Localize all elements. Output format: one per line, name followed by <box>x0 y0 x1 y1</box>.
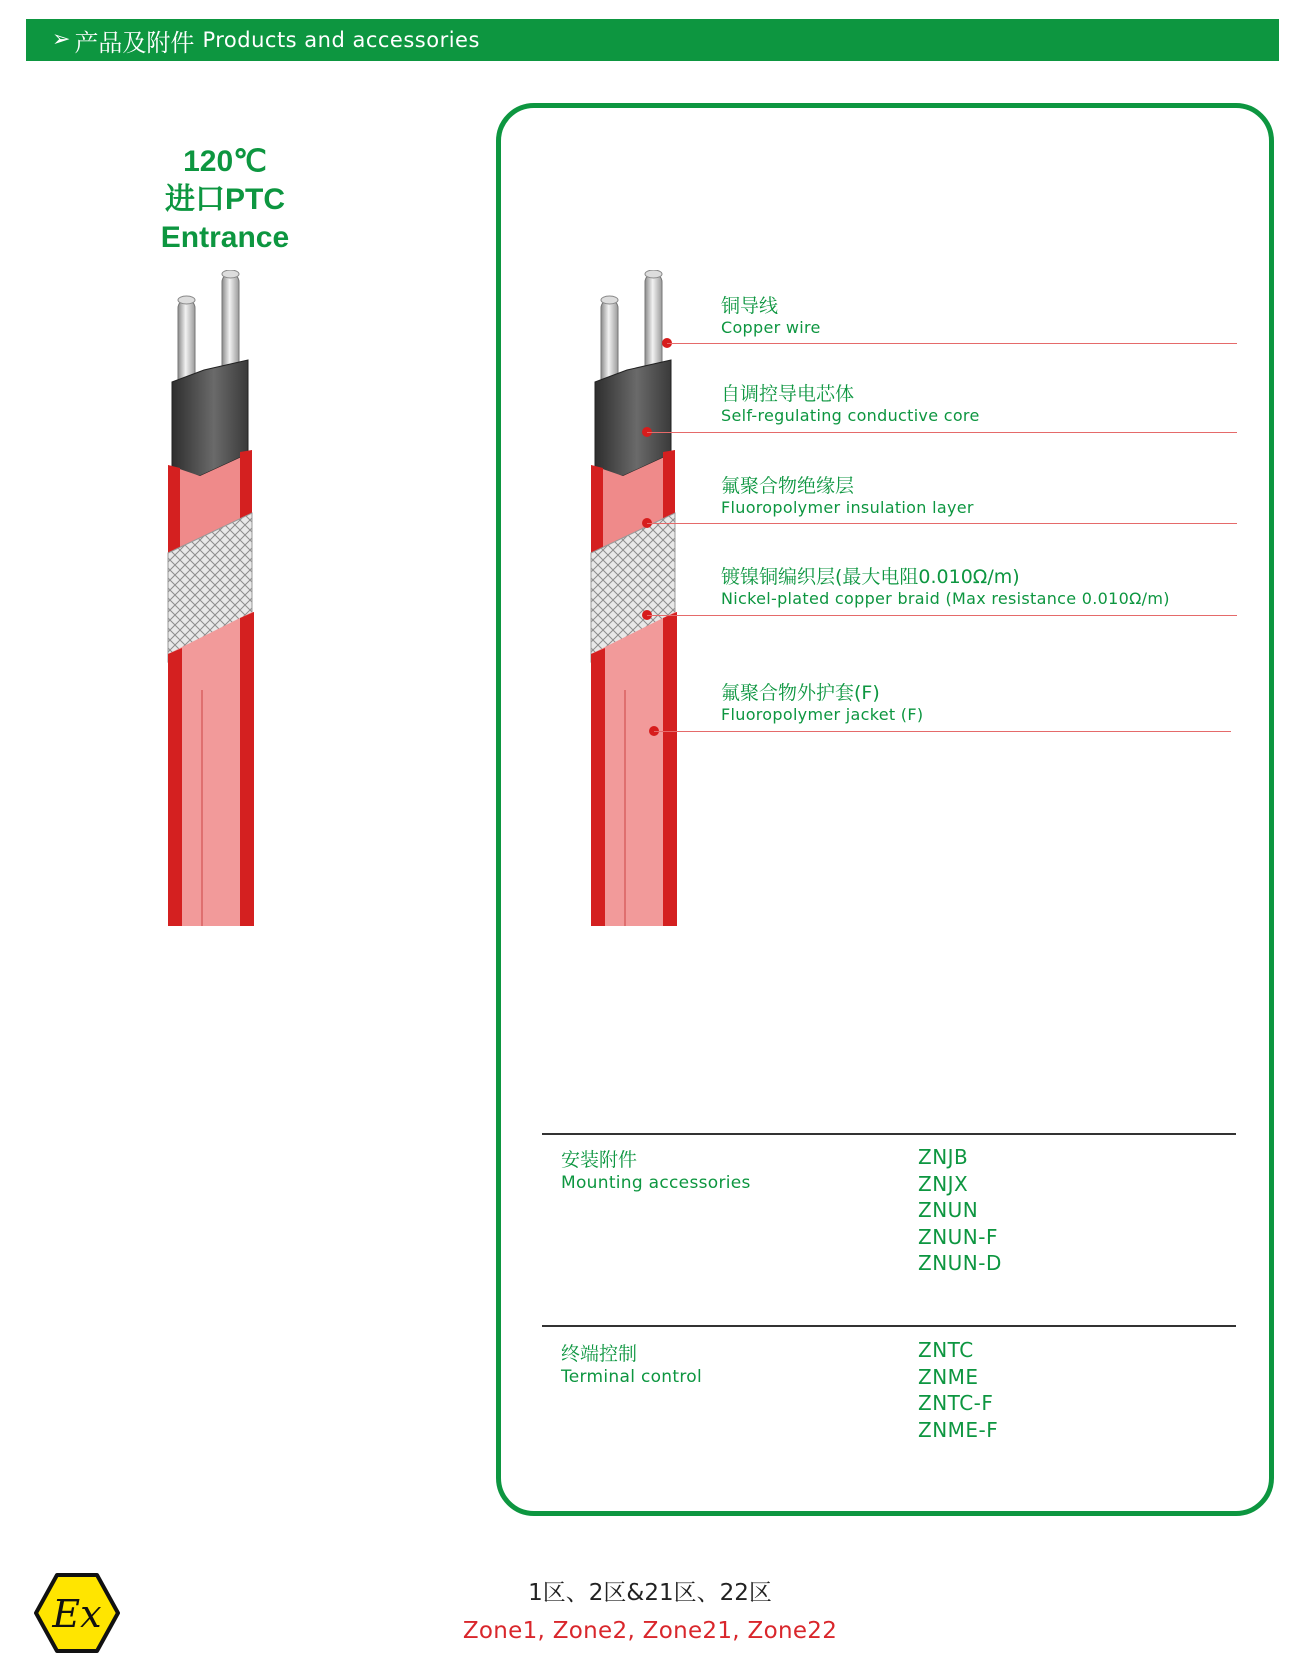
list-item: ZNME-F <box>918 1417 999 1442</box>
list-item: ZNJX <box>918 1171 969 1196</box>
layer-label-copper-wire: 铜导线 Copper wire <box>721 295 821 337</box>
hazard-zones <box>400 1577 900 1647</box>
zones-zh: 1区、2区&21区、22区 <box>528 1580 772 1606</box>
accessories-divider <box>542 1133 1236 1135</box>
list-item: ZNUN <box>918 1198 979 1222</box>
layer-label-jacket: 氟聚合物外护套(F) Fluoropolymer jacket (F) <box>721 682 924 724</box>
header-title-en: Products and accessories <box>202 28 480 52</box>
list-item: ZNME <box>918 1364 979 1389</box>
list-item: ZNTC <box>918 1338 974 1362</box>
mounting-accessories-title: 安装附件 Mounting accessories <box>561 1149 751 1193</box>
terminal-control-divider <box>542 1325 1236 1327</box>
layer-leader-insulation <box>647 523 1237 524</box>
list-item: ZNUN-D <box>918 1251 1002 1275</box>
cable-illustration-labeled <box>583 270 713 926</box>
mounting-accessories-list <box>918 1144 1002 1277</box>
list-item: ZNJB <box>918 1145 969 1169</box>
header-title-zh: 产品及附件 <box>74 28 195 57</box>
model-type: 进口PTC <box>165 183 285 216</box>
ex-logo-text: Ex <box>52 1592 102 1636</box>
terminal-control-title: 终端控制 Terminal control <box>561 1343 702 1387</box>
zones-en: Zone1, Zone2, Zone21, Zone22 <box>462 1618 838 1644</box>
section-header <box>26 19 1279 61</box>
list-item: ZNTC-F <box>918 1391 994 1415</box>
layer-leader-copper-wire <box>667 343 1237 344</box>
ex-hazard-logo <box>34 1573 120 1653</box>
arrow-icon: ➢ <box>52 27 71 52</box>
model-temperature: 120℃ <box>183 145 267 178</box>
layer-label-conductive-core: 自调控导电芯体 Self-regulating conductive core <box>721 383 980 425</box>
list-item: ZNUN-F <box>918 1224 998 1249</box>
cable-illustration <box>160 270 290 926</box>
layer-leader-conductive-core <box>647 432 1237 433</box>
layer-label-braid: 镀镍铜编织层(最大电阻0.010Ω/m) Nickel-plated copper braid (Max resistance 0.010Ω/m) <box>721 566 1170 608</box>
model-title <box>120 143 330 257</box>
terminal-control-list <box>918 1337 998 1443</box>
layer-label-insulation: 氟聚合物绝缘层 Fluoropolymer insulation layer <box>721 475 974 517</box>
layer-leader-braid <box>647 615 1237 616</box>
layer-leader-jacket <box>654 731 1231 732</box>
model-subtitle: Entrance <box>160 221 290 254</box>
